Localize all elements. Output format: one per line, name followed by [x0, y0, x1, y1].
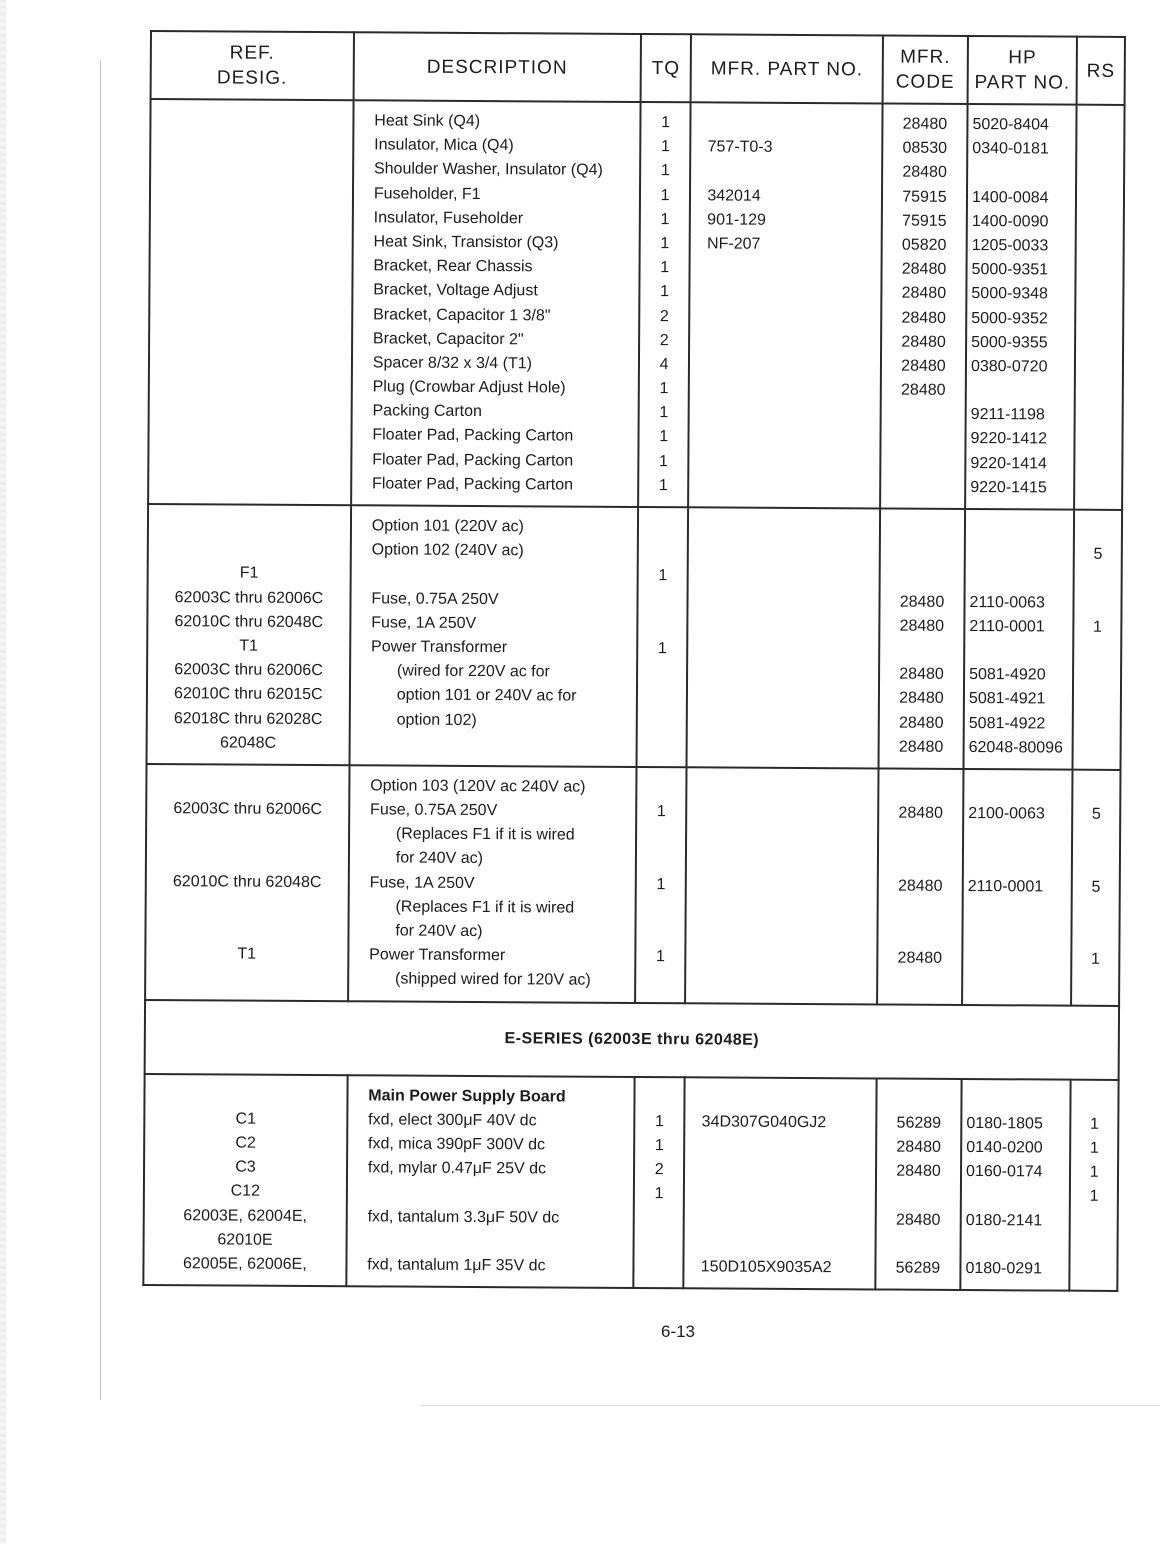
- ref-desig-value: 62003C thru 62006C: [173, 800, 322, 819]
- description-line: Spacer 8/32 x 3/4 (T1): [372, 354, 533, 373]
- tq-value: 1: [659, 380, 669, 398]
- ref-desig-value: [147, 845, 348, 870]
- mfr-code-value: 08530: [902, 139, 948, 158]
- mfr-code-value: [878, 922, 961, 947]
- hp-part-no-value: 0180-2141: [965, 1211, 1043, 1229]
- hp-part-no-value: [968, 778, 1071, 803]
- header-tq: TQ: [641, 34, 692, 102]
- mfr-code-value: 28480: [897, 877, 943, 895]
- mfr-part-no-value: [702, 1086, 876, 1111]
- description-line: Fuseholder, F1: [373, 184, 481, 203]
- mfr-part-no-value: 342014: [707, 186, 761, 205]
- ref-desig-value: 62010E: [217, 1231, 273, 1249]
- rs-value: 1: [1093, 618, 1103, 636]
- description-line: Fuse, 0.75A 250V: [371, 589, 499, 608]
- rs-value: [1072, 1088, 1118, 1112]
- ref-desig-value: C12: [230, 1182, 261, 1201]
- tq-value: 1: [655, 948, 666, 966]
- mfr-part-no-value: [701, 1183, 875, 1208]
- mfr-code-value: [880, 638, 963, 663]
- rs-value: [1073, 851, 1119, 875]
- hp-part-no-value: 5020-8404: [972, 116, 1050, 134]
- header-mfr-part-no: MFR. PART NO.: [691, 34, 883, 103]
- ref-desig-value: F1: [239, 564, 259, 583]
- hp-part-no-value: 5081-4920: [969, 666, 1046, 684]
- scan-edge-shading: [0, 0, 6, 1544]
- mfr-code-value: 56289: [895, 1259, 941, 1277]
- mfr-code-value: 05820: [901, 236, 947, 254]
- description-line: [368, 1181, 633, 1207]
- description-line: Bracket, Rear Chassis: [373, 257, 533, 276]
- mfr-part-no-cell: [684, 1077, 877, 1290]
- header-code-line1: MFR.: [900, 46, 951, 68]
- rs-value: 1: [1089, 1115, 1099, 1133]
- description-line: Bracket, Capacitor 2": [372, 330, 524, 348]
- ref-desig-cell: [147, 504, 351, 765]
- description-line: Shoulder Washer, Insulator (Q4): [373, 160, 603, 180]
- mfr-code-value: 28480: [902, 163, 947, 182]
- ref-desig-value: [149, 513, 350, 538]
- hp-part-no-value: 0160-0174: [966, 1163, 1043, 1181]
- tq-value: [637, 848, 686, 872]
- ref-desig-value: 62048C: [219, 734, 277, 752]
- series-heading-row: [145, 1000, 1119, 1080]
- rs-value: 5: [1091, 805, 1101, 823]
- ref-desig-value: [145, 1083, 346, 1108]
- ref-desig-value: 62003C thru 62006C: [174, 588, 324, 607]
- description-line: fxd, mylar 0.47μF 25V dc: [367, 1159, 547, 1178]
- tq-cell: [636, 507, 688, 767]
- mfr-part-no-cell: [685, 767, 878, 1004]
- ref-desig-value: [147, 821, 348, 846]
- tq-value: 1: [661, 114, 671, 132]
- tq-cell: [638, 102, 691, 507]
- mfr-code-value: [879, 777, 962, 802]
- hp-part-no-value: [970, 542, 1073, 567]
- description-line: option 102): [396, 711, 477, 729]
- mfr-part-no-cell: [687, 507, 880, 768]
- tq-value: [637, 776, 686, 800]
- hp-part-no-cell: [964, 509, 1075, 770]
- hp-part-no-value: 5000-9348: [971, 285, 1049, 303]
- tq-value: 1: [657, 640, 667, 658]
- description-line: Fuse, 1A 250V: [371, 614, 477, 632]
- mfr-code-value: 28480: [898, 738, 944, 756]
- hp-part-no-value: 5081-4922: [968, 714, 1046, 732]
- hp-part-no-value: 1400-0090: [971, 212, 1049, 231]
- rs-value: [1073, 899, 1119, 923]
- ref-desig-value: [149, 537, 350, 562]
- tq-value: 1: [660, 162, 670, 180]
- mfr-code-value: 56289: [896, 1114, 942, 1132]
- ref-desig-cell: [148, 99, 353, 505]
- description-cell: [348, 765, 637, 1002]
- ref-desig-value: 62003E, 62004E,: [183, 1206, 308, 1225]
- mfr-code-value: [879, 850, 962, 875]
- ref-desig-value: C2: [235, 1134, 256, 1152]
- mfr-code-value: 28480: [896, 1162, 941, 1180]
- header-hp-line2: PART NO.: [974, 72, 1071, 94]
- hp-part-no-value: 5000-9355: [971, 333, 1048, 352]
- parts-section-2: [147, 504, 1123, 770]
- rs-value: [1074, 779, 1120, 803]
- description-line: Floater Pad, Packing Carton: [372, 450, 574, 470]
- parts-list-table: [142, 30, 1126, 1292]
- hp-part-no-value: 2110-0063: [969, 593, 1045, 612]
- rs-value: 1: [1089, 1139, 1099, 1157]
- description-line: fxd, mica 390pF 300V dc: [367, 1135, 546, 1154]
- hp-part-no-value: 9220-1412: [970, 430, 1048, 448]
- hp-part-no-value: 9220-1415: [970, 478, 1047, 497]
- mfr-part-no-value: 150D105X9035A2: [700, 1258, 832, 1277]
- description-cell: [349, 505, 638, 767]
- rs-value: 1: [1090, 950, 1101, 969]
- header-hp-part-no: [968, 36, 1078, 105]
- description-line: Floater Pad, Packing Carton: [372, 475, 574, 494]
- description-line: Insulator, Fuseholder: [373, 209, 524, 228]
- hp-part-no-value: [968, 850, 1071, 875]
- mfr-code-value: 28480: [901, 260, 947, 278]
- description-line: (Replaces F1 if it is wired: [395, 898, 575, 917]
- mfr-part-no-cell: [688, 102, 882, 508]
- hp-part-no-value: 2110-0001: [969, 617, 1045, 636]
- mfr-code-value: [879, 898, 962, 923]
- tq-value: 2: [654, 1161, 664, 1179]
- description-line: fxd, elect 300μF 40V dc: [368, 1111, 537, 1130]
- tq-value: 2: [659, 307, 669, 325]
- hp-part-no-value: [968, 826, 1071, 851]
- mfr-code-value: [877, 1087, 960, 1112]
- series-heading: E-SERIES (62003E thru 62048E): [145, 1000, 1119, 1080]
- mfr-part-no-value: [701, 1159, 875, 1184]
- mfr-part-no-value: [701, 1231, 875, 1256]
- header-hp-line1: HP: [1008, 47, 1037, 69]
- tq-value: 1: [656, 875, 666, 893]
- description-line: option 101 or 240V ac for: [396, 686, 577, 705]
- mfr-code-value: 28480: [899, 593, 945, 611]
- header-ref-line2: DESIG.: [216, 67, 288, 89]
- mfr-code-value: 28480: [900, 381, 946, 399]
- rs-value: [1075, 519, 1121, 543]
- mfr-code-value: 28480: [897, 949, 943, 968]
- hp-part-no-value: [966, 1184, 1069, 1209]
- tq-value: 2: [659, 331, 669, 349]
- description-line: Power Transformer: [371, 638, 508, 657]
- description-line: Plug (Crowbar Adjust Hole): [372, 378, 566, 397]
- mfr-code-value: [881, 542, 964, 567]
- rs-cell: [1074, 105, 1124, 510]
- tq-value: 1: [656, 803, 666, 821]
- description-line: Fuse, 1A 250V: [369, 873, 475, 892]
- tq-value: [638, 613, 687, 637]
- rs-value: [1073, 924, 1119, 948]
- mfr-code-cell: [878, 508, 965, 768]
- header-ref-desig: [151, 31, 354, 100]
- hp-part-no-value: 5000-9351: [971, 261, 1049, 279]
- description-line: [371, 563, 636, 589]
- tq-value: [639, 540, 688, 564]
- rs-cell: [1071, 770, 1120, 1006]
- hp-part-no-value: [966, 1233, 1069, 1258]
- rs-cell: [1070, 1079, 1119, 1291]
- ref-desig-value: C3: [235, 1158, 256, 1176]
- tq-value: 1: [658, 476, 668, 494]
- mfr-part-no-value: 901-129: [707, 211, 766, 229]
- tq-value: 1: [660, 210, 670, 228]
- tq-value: 1: [654, 1185, 664, 1203]
- mfr-code-value: 75915: [902, 212, 947, 230]
- mfr-code-value: 28480: [895, 1211, 941, 1229]
- mfr-code-value: 28480: [901, 284, 947, 303]
- mfr-code-value: 28480: [899, 617, 945, 635]
- hp-part-no-value: 0180-0291: [965, 1259, 1043, 1278]
- hp-part-no-value: [972, 161, 1075, 186]
- hp-part-no-cell: [960, 1079, 1071, 1291]
- description-cell: [351, 100, 641, 507]
- ref-desig-value: 62003C thru 62006C: [174, 661, 323, 680]
- mfr-code-value: 28480: [898, 804, 944, 822]
- tq-value: 1: [660, 138, 670, 156]
- rs-value: [1075, 591, 1121, 615]
- tq-value: [636, 921, 685, 945]
- rs-cell: [1073, 510, 1122, 770]
- mfr-code-cell: [877, 768, 964, 1004]
- ref-desig-value: T1: [239, 637, 259, 655]
- rs-value: [1073, 827, 1119, 851]
- mfr-part-no-value: [708, 111, 882, 136]
- description-line: Power Transformer: [369, 946, 506, 965]
- mfr-code-value: [879, 826, 962, 851]
- mfr-part-no-value: NF-207: [707, 235, 761, 253]
- parts-section-3: [145, 764, 1120, 1006]
- description-line: (Replaces F1 if it is wired: [395, 825, 575, 844]
- hp-part-no-value: 0180-1805: [966, 1114, 1043, 1133]
- description-line: Heat Sink (Q4): [374, 112, 481, 131]
- hp-part-no-value: 0380-0720: [970, 357, 1048, 376]
- header-mfr-code: [883, 35, 968, 104]
- hp-part-no-value: 9211-1198: [970, 406, 1045, 424]
- hp-part-no-value: 1400-0084: [971, 188, 1049, 207]
- binding-line: [100, 60, 101, 1400]
- ref-desig-value: 62010C thru 62015C: [174, 685, 323, 704]
- tq-cell: [635, 767, 687, 1003]
- description-line: Option 102 (240V ac): [371, 541, 524, 560]
- mfr-code-value: [881, 517, 964, 542]
- tq-value: 1: [659, 452, 669, 470]
- tq-cell: [633, 1077, 685, 1289]
- hp-part-no-value: [971, 379, 1074, 404]
- hp-part-no-value: [970, 518, 1073, 543]
- ref-desig-value: 62018C thru 62028C: [173, 709, 323, 728]
- header-description: DESCRIPTION: [353, 32, 641, 102]
- ref-desig-value: 62005E, 62006E,: [182, 1255, 307, 1273]
- ref-desig-value: 62010C thru 62048C: [172, 872, 322, 891]
- tq-value: [637, 897, 686, 921]
- hp-part-no-value: 0140-0200: [966, 1138, 1043, 1157]
- hp-part-no-value: [970, 566, 1073, 591]
- description-line: fxd, tantalum 3.3μF 50V dc: [367, 1207, 560, 1227]
- description-line: Main Power Supply Board: [368, 1086, 566, 1106]
- header-code-line2: CODE: [895, 71, 955, 93]
- hp-part-no-value: 2110-0001: [967, 877, 1044, 896]
- tq-value: [635, 1086, 684, 1110]
- rs-value: 5: [1091, 878, 1101, 896]
- ref-desig-value: [146, 918, 347, 943]
- mfr-part-no-value: [701, 1134, 875, 1159]
- ref-desig-value: T1: [237, 945, 257, 963]
- header-ref-line1: REF.: [229, 42, 275, 64]
- description-line: Floater Pad, Packing Carton: [372, 426, 574, 446]
- description-line: Heat Sink, Transistor (Q3): [373, 233, 559, 252]
- description-line: Option 103 (120V ac 240V ac): [370, 777, 586, 796]
- hp-part-no-value: 1205-0033: [971, 236, 1049, 255]
- parts-section-1: [148, 99, 1124, 510]
- description-line: (wired for 220V ac for: [396, 662, 550, 681]
- description-cell: [346, 1075, 634, 1288]
- tq-value: 1: [654, 1137, 664, 1155]
- hp-part-no-cell: [962, 769, 1073, 1005]
- ref-desig-cell: [143, 1074, 347, 1287]
- tq-value: 1: [660, 259, 670, 277]
- header-row: [151, 31, 1125, 105]
- hp-part-no-value: [966, 1088, 1069, 1113]
- hp-part-no-value: 0340-0181: [972, 140, 1049, 158]
- mfr-code-cell: [875, 1078, 961, 1290]
- tq-value: 1: [659, 428, 669, 446]
- header-rs: RS: [1077, 37, 1125, 105]
- tq-value: 1: [660, 186, 670, 204]
- mfr-part-no-value: [701, 1207, 875, 1232]
- mfr-code-value: 28480: [899, 689, 944, 708]
- mfr-code-value: 28480: [896, 1138, 941, 1156]
- rs-value: 5: [1093, 545, 1103, 564]
- mfr-code-value: [881, 566, 964, 591]
- description-line: Option 101 (220V ac): [371, 517, 524, 536]
- tq-value: 1: [659, 404, 669, 422]
- mfr-part-no-value: [707, 160, 881, 185]
- mfr-code-value: 28480: [901, 357, 946, 375]
- tq-value: 1: [660, 235, 670, 253]
- description-line: Fuse, 0.75A 250V: [370, 801, 498, 820]
- hp-part-no-value: 5000-9352: [971, 309, 1048, 327]
- page-number: 6-13: [660, 1322, 696, 1341]
- hp-part-no-value: 62048-80096: [968, 738, 1064, 757]
- description-line: Bracket, Capacitor 1 3/8": [373, 305, 551, 324]
- ref-desig-value: 62010C thru 62048C: [174, 612, 324, 631]
- hp-part-no-cell: [965, 104, 1077, 510]
- rs-value: 1: [1089, 1188, 1099, 1206]
- mfr-code-value: 28480: [901, 309, 947, 327]
- mfr-code-value: 28480: [898, 714, 944, 732]
- description-line: Bracket, Voltage Adjust: [373, 281, 538, 300]
- tq-value: [639, 516, 688, 540]
- hp-part-no-value: [969, 639, 1072, 664]
- tq-value: [637, 824, 686, 848]
- mfr-code-cell: [880, 103, 968, 509]
- mfr-code-value: [876, 1232, 959, 1257]
- description-line: Insulator, Mica (Q4): [374, 136, 514, 155]
- mfr-code-value: 28480: [899, 665, 944, 683]
- mfr-code-value: [877, 1184, 960, 1209]
- mfr-code-value: 28480: [901, 333, 946, 351]
- hp-part-no-value: 5081-4921: [968, 690, 1046, 708]
- parts-body: [143, 99, 1124, 1291]
- description-line: [367, 1229, 632, 1255]
- parts-section-e-series: [143, 1074, 1118, 1291]
- rs-value: [1075, 567, 1121, 591]
- ref-desig-cell: [145, 764, 349, 1001]
- tq-value: [638, 589, 687, 613]
- tq-value: 1: [654, 1112, 665, 1130]
- ref-desig-value: [147, 773, 348, 798]
- mfr-part-no-value: 757-T0-3: [707, 138, 773, 156]
- mfr-code-value: 75915: [902, 188, 947, 206]
- hp-part-no-value: 9220-1414: [970, 454, 1047, 473]
- description-line: for 240V ac): [395, 922, 483, 941]
- mfr-code-value: 28480: [902, 115, 948, 133]
- tq-value: 4: [659, 355, 669, 374]
- description-line: fxd, tantalum 1μF 35V dc: [367, 1256, 546, 1275]
- description-line: Packing Carton: [372, 402, 482, 421]
- hp-part-no-value: 2100-0063: [968, 805, 1045, 823]
- description-line: (shipped wired for 120V ac): [394, 970, 591, 990]
- tq-value: 1: [660, 283, 670, 301]
- scan-smudge: [420, 1405, 1160, 1406]
- ref-desig-value: [147, 894, 348, 919]
- ref-desig-value: C1: [235, 1110, 257, 1128]
- mfr-part-no-value: 34D307G040GJ2: [701, 1113, 827, 1131]
- rs-value: 1: [1089, 1163, 1099, 1181]
- tq-value: 1: [658, 567, 668, 585]
- description-line: for 240V ac): [395, 849, 483, 868]
